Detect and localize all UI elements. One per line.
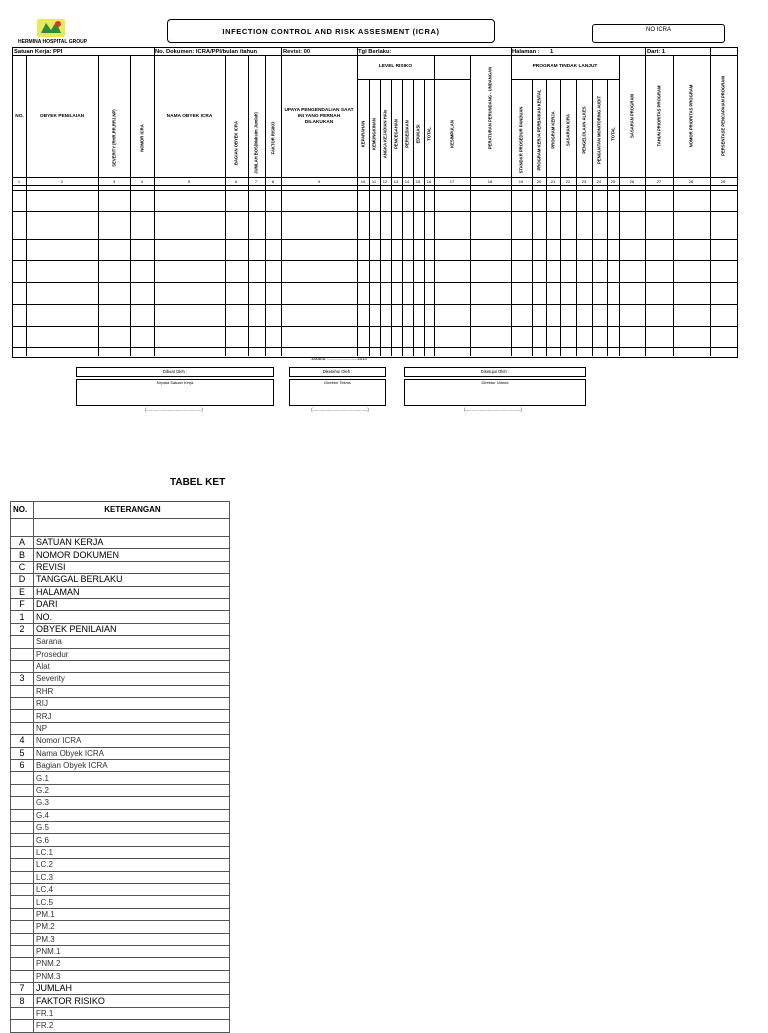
rule: [358, 79, 470, 80]
no-icra-field[interactable]: NO ICRA: [592, 24, 725, 43]
diketahui-oleh-label: Diketahui Oleh :: [289, 367, 386, 377]
legend-row-no: [11, 834, 34, 846]
legend-row: [11, 698, 230, 710]
legend-row-text: Nomor ICRA: [34, 735, 230, 747]
col-number: 25: [610, 179, 616, 184]
legend-row-text: JUMLAH: [34, 983, 230, 995]
col-number: 5: [187, 179, 191, 184]
rule: [13, 239, 737, 240]
legend-row-no: [11, 648, 34, 660]
legend-row-no: 7: [11, 983, 34, 995]
rule: [380, 79, 381, 356]
legend-row-text: Nama Obyek ICRA: [34, 747, 230, 759]
legend-row-text: NOMOR DOKUMEN: [34, 549, 230, 561]
legend-row-text: RIJ: [34, 698, 230, 710]
icra-table: [12, 47, 738, 358]
legend-row: [11, 797, 230, 809]
rule: [13, 185, 737, 186]
legend-row: [11, 908, 230, 920]
legend-row: [11, 871, 230, 883]
hospital-name: HERMINA HOSPITAL GROUP: [18, 39, 88, 45]
legend-row-no: [11, 685, 34, 697]
dibuat-signature-box[interactable]: [76, 379, 274, 406]
col-bagian-header: BAGIAN OBYEK ICRA: [233, 121, 239, 165]
legend-row-text: DARI: [34, 598, 230, 610]
rule: [511, 48, 512, 356]
legend-row-text: G.1: [34, 772, 230, 784]
legend-row-text: FR.1: [34, 1007, 230, 1019]
col-number: 20: [536, 179, 542, 184]
direktur-utama-label: Direktur Utama: [481, 380, 509, 385]
legend-row-no: [11, 871, 34, 883]
rule: [13, 177, 737, 178]
rule: [434, 55, 435, 356]
col-number: 27: [656, 179, 662, 184]
rule: [512, 79, 619, 80]
col-level-sub-3: PENCEGAHAN: [393, 119, 399, 149]
legend-row: [11, 598, 230, 610]
rule: [645, 48, 646, 356]
legend-blank-row: [11, 519, 230, 537]
legend-col-no: NO.: [11, 502, 34, 519]
legend-row-no: [11, 710, 34, 722]
col-level-sub-4: PERSEDIAAN: [404, 120, 410, 148]
legend-row-no: B: [11, 549, 34, 561]
col-number: 12: [382, 179, 388, 184]
col-level-sub-2: ANGKA KEJADIAN HAIs: [382, 109, 388, 159]
disetujui-oleh-label: Disetujui Oleh :: [404, 367, 586, 377]
legend-row-no: 4: [11, 735, 34, 747]
legend-row: [11, 537, 230, 549]
info-revisi: Revisi: 00: [283, 49, 311, 55]
rule: [13, 326, 737, 327]
legend-row-no: [11, 958, 34, 970]
legend-row-text: LC.5: [34, 896, 230, 908]
col-number: 19: [518, 179, 524, 184]
legend-row: [11, 933, 230, 945]
legend-row-no: 1: [11, 611, 34, 623]
col-program-sub-6: TOTAL: [610, 127, 616, 141]
signature-line: (...............................................): [464, 407, 522, 412]
legend-row-no: [11, 698, 34, 710]
legend-row-text: Sarana: [34, 636, 230, 648]
legend-row-no: 3: [11, 673, 34, 685]
col-number: 22: [565, 179, 571, 184]
rule: [13, 211, 737, 212]
legend-row: [11, 648, 230, 660]
col-program-sub-2: PROGRAM KERJA: [550, 111, 556, 149]
legend-row-text: Severity: [34, 673, 230, 685]
legend-row: [11, 722, 230, 734]
legend-row-text: REVISI: [34, 561, 230, 573]
col-program-sub-0: STANDAR PROSEDUR PANDUAN: [518, 106, 524, 174]
col-level-sub-0: KEPARAHAN: [360, 120, 366, 148]
legend-row-text: HALAMAN: [34, 586, 230, 598]
col-sasaran-header: SASARAN PROGRAM: [629, 94, 635, 138]
place-date: Jakarta, ..........................2014: [311, 356, 367, 361]
legend-row-text: PNM.3: [34, 970, 230, 982]
legend-row-no: [11, 821, 34, 833]
legend-row-no: [11, 797, 34, 809]
col-number: 28: [688, 179, 694, 184]
legend-table: [10, 501, 230, 1033]
col-no-header: NO.: [15, 114, 24, 119]
rule: [402, 79, 403, 356]
legend-row: [11, 611, 230, 623]
col-number: 2: [60, 179, 64, 184]
col-program-header: PROGRAM TINDAK LANJUT: [532, 64, 598, 69]
legend-row-text: LC.3: [34, 871, 230, 883]
legend-row-text: G.2: [34, 784, 230, 796]
col-number: 4: [140, 179, 144, 184]
col-number: 6: [234, 179, 238, 184]
rule: [154, 48, 155, 356]
legend-row-no: [11, 859, 34, 871]
legend-row-no: [11, 945, 34, 957]
legend-row: [11, 549, 230, 561]
info-dokumen: No. Dokumen: ICRA/PPI/bulan /tahun: [155, 49, 258, 55]
rule: [357, 48, 358, 356]
legend-row-text: FAKTOR RISIKO: [34, 995, 230, 1007]
legend-row-no: [11, 784, 34, 796]
legend-row: [11, 673, 230, 685]
legend-row-text: PM.2: [34, 921, 230, 933]
signature-line: (...............................................): [145, 407, 203, 412]
rule: [607, 79, 608, 356]
disetujui-signature-box[interactable]: [404, 379, 586, 406]
legend-row-text: LC.4: [34, 883, 230, 895]
legend-row-no: [11, 1007, 34, 1019]
legend-row-text: G.6: [34, 834, 230, 846]
col-kesimpulan-header: KESIMPULAN: [449, 120, 455, 148]
legend-row: [11, 574, 230, 586]
col-program-sub-4: PENGELOLAAN ALKES: [581, 106, 587, 154]
legend-row: [11, 586, 230, 598]
legend-row-no: [11, 722, 34, 734]
legend-row: [11, 983, 230, 995]
col-nomor-prioritas-header: NOMOR PRIORITAS PROGRAM: [688, 84, 694, 148]
legend-row: [11, 945, 230, 957]
col-number: 18: [487, 179, 493, 184]
col-number: 26: [629, 179, 635, 184]
legend-row-no: [11, 883, 34, 895]
legend-row-text: NO.: [34, 611, 230, 623]
legend-row: [11, 772, 230, 784]
legend-row-no: [11, 933, 34, 945]
col-tahun-header: TAHUN PRIORITAS PROGRAM: [656, 85, 662, 147]
rule: [546, 79, 547, 356]
rule: [13, 304, 737, 305]
signature-line: (...............................................): [311, 407, 369, 412]
rule: [13, 282, 737, 283]
legend-row-no: [11, 636, 34, 648]
rule: [413, 79, 414, 356]
rule: [391, 79, 392, 356]
legend-row: [11, 958, 230, 970]
rule: [265, 55, 266, 356]
legend-row-no: [11, 921, 34, 933]
legend-row-text: Bagian Obyek ICRA: [34, 760, 230, 772]
rule: [248, 55, 249, 356]
legend-row: [11, 921, 230, 933]
legend-row-no: D: [11, 574, 34, 586]
col-number: 10: [360, 179, 366, 184]
legend-row: [11, 859, 230, 871]
rule: [13, 347, 737, 348]
legend-row-text: OBYEK PENILAIAN: [34, 623, 230, 635]
dibuat-oleh-label: Dibuat Oleh :: [76, 367, 274, 377]
legend-row-no: F: [11, 598, 34, 610]
col-faktor-header: FAKTOR RISIKO: [270, 121, 276, 155]
rule: [560, 79, 561, 356]
legend-row: [11, 623, 230, 635]
col-number: 1: [17, 179, 21, 184]
col-number: 16: [426, 179, 432, 184]
legend-row-no: [11, 1020, 34, 1032]
legend-row: [11, 846, 230, 858]
info-satuan: Satuan Kerja: PPI: [14, 49, 63, 55]
col-number: 29: [720, 179, 726, 184]
legend-row-text: G.4: [34, 809, 230, 821]
col-number: 15: [415, 179, 421, 184]
col-number: 23: [581, 179, 587, 184]
rule: [26, 55, 27, 356]
legend-row-text: Alat: [34, 660, 230, 672]
rule: [576, 79, 577, 356]
legend-row: [11, 784, 230, 796]
col-level-sub-5: EDUKASI: [415, 124, 421, 144]
legend-row-no: 5: [11, 747, 34, 759]
rule: [13, 260, 737, 261]
diketahui-signature-box[interactable]: [289, 379, 386, 406]
rule: [281, 48, 282, 356]
hospital-logo: [36, 18, 66, 38]
col-number: 21: [550, 179, 556, 184]
col-number: 17: [449, 179, 455, 184]
legend-row: [11, 970, 230, 982]
legend-row: [11, 760, 230, 772]
col-number: 3: [112, 179, 116, 184]
col-program-sub-1: PROGRAM KERJA PERBAIKAN KENTAL: [536, 89, 542, 171]
rule: [592, 79, 593, 356]
col-upaya-header: UPAYA PENGENDALIAN SAAT INI YANG PERNAH DILAKUKAN: [284, 108, 354, 125]
legend-row-no: [11, 772, 34, 784]
direktur-teknis-label: Direktur Teknis: [324, 380, 351, 385]
legend-row-text: G.3: [34, 797, 230, 809]
col-number: 9: [317, 179, 321, 184]
legend-row: [11, 660, 230, 672]
rule: [13, 55, 737, 56]
col-peraturan-header: PERATURAN PERUNDANG - UNDANGAN: [487, 66, 493, 150]
legend-row-no: C: [11, 561, 34, 573]
col-nama-header: NAMA OBYEK ICRA: [166, 114, 213, 119]
col-jumlah-header: JUMLAH BOS(Maksim Jumlah): [253, 112, 259, 174]
legend-row-text: PNM.2: [34, 958, 230, 970]
kepala-label: Kepala Satuan Kerja: [156, 380, 194, 385]
col-number: 8: [271, 179, 275, 184]
legend-row-text: Prosedur: [34, 648, 230, 660]
col-level-header: LEVEL RISIKO: [378, 64, 413, 69]
legend-row-text: RRJ: [34, 710, 230, 722]
legend-row-text: PM.1: [34, 908, 230, 920]
legend-row: [11, 834, 230, 846]
col-number: 7: [254, 179, 258, 184]
legend-row-text: LC.1: [34, 846, 230, 858]
info-halaman-value: 1: [550, 49, 554, 55]
legend-row-text: TANGGAL BERLAKU: [34, 574, 230, 586]
rule: [98, 55, 99, 356]
rule: [673, 55, 674, 356]
col-number: 24: [596, 179, 602, 184]
legend-row-text: G.5: [34, 821, 230, 833]
rule: [710, 48, 711, 356]
legend-row-no: [11, 660, 34, 672]
legend-row-text: FR.2: [34, 1020, 230, 1032]
rule: [13, 190, 737, 191]
legend-row-no: 6: [11, 760, 34, 772]
col-level-sub-6: TOTAL: [426, 127, 432, 141]
rule: [130, 55, 131, 356]
legend-row-no: [11, 896, 34, 908]
rule: [424, 79, 425, 356]
legend-row-text: PM.3: [34, 933, 230, 945]
legend-row: [11, 747, 230, 759]
col-program-sub-3: SASARAN ICRA: [565, 113, 571, 147]
legend-row-no: A: [11, 537, 34, 549]
form-title: INFECTION CONTROL AND RISK ASSESMENT (ICRA): [167, 19, 495, 43]
legend-row-text: LC.2: [34, 859, 230, 871]
col-number: 14: [404, 179, 410, 184]
legend-title: TABEL KET: [170, 477, 226, 488]
col-level-sub-1: KEMUNGKINAN: [371, 118, 377, 150]
legend-row: [11, 809, 230, 821]
legend-row: [11, 685, 230, 697]
legend-row: [11, 883, 230, 895]
info-halaman: Halaman :: [512, 49, 540, 55]
col-number: 11: [371, 179, 377, 184]
legend-row: [11, 710, 230, 722]
rule: [532, 79, 533, 356]
col-severity-header: SEVERITY (RHR,RR,RRJ,NP): [111, 109, 117, 167]
legend-row-text: RHR: [34, 685, 230, 697]
legend-row: [11, 1020, 230, 1032]
info-tgl: Tgl Berlaku:: [358, 49, 392, 55]
legend-row-no: 2: [11, 623, 34, 635]
legend-row-no: [11, 970, 34, 982]
legend-row-text: NP: [34, 722, 230, 734]
legend-row-no: [11, 809, 34, 821]
col-program-sub-5: PENGUATAN MONITORING AUDIT: [596, 95, 602, 165]
legend-row-no: E: [11, 586, 34, 598]
rule: [619, 55, 620, 356]
legend-row-no: [11, 908, 34, 920]
col-nomor-header: NOMOR ICRA: [139, 124, 145, 152]
legend-row-text: SATUAN KERJA: [34, 537, 230, 549]
legend-col-keterangan: KETERANGAN: [34, 502, 230, 519]
legend-row: [11, 821, 230, 833]
rule: [470, 55, 471, 356]
rule: [225, 55, 226, 356]
legend-row-text: PNM.1: [34, 945, 230, 957]
col-number: 13: [393, 179, 399, 184]
col-obyek-header: OBYEK PENILAIAN: [39, 114, 85, 119]
info-dari: Dari: 1: [647, 49, 666, 55]
legend-row: [11, 896, 230, 908]
legend-row: [11, 561, 230, 573]
col-persentase-header: PERSENTASE PENCAPAIAN PROGRAM: [720, 76, 726, 156]
legend-body: [11, 519, 230, 1033]
legend-row-no: [11, 846, 34, 858]
legend-row: [11, 995, 230, 1007]
legend-row-no: 8: [11, 995, 34, 1007]
rule: [369, 79, 370, 356]
legend-row: [11, 1007, 230, 1019]
legend-row: [11, 636, 230, 648]
legend-row: [11, 735, 230, 747]
